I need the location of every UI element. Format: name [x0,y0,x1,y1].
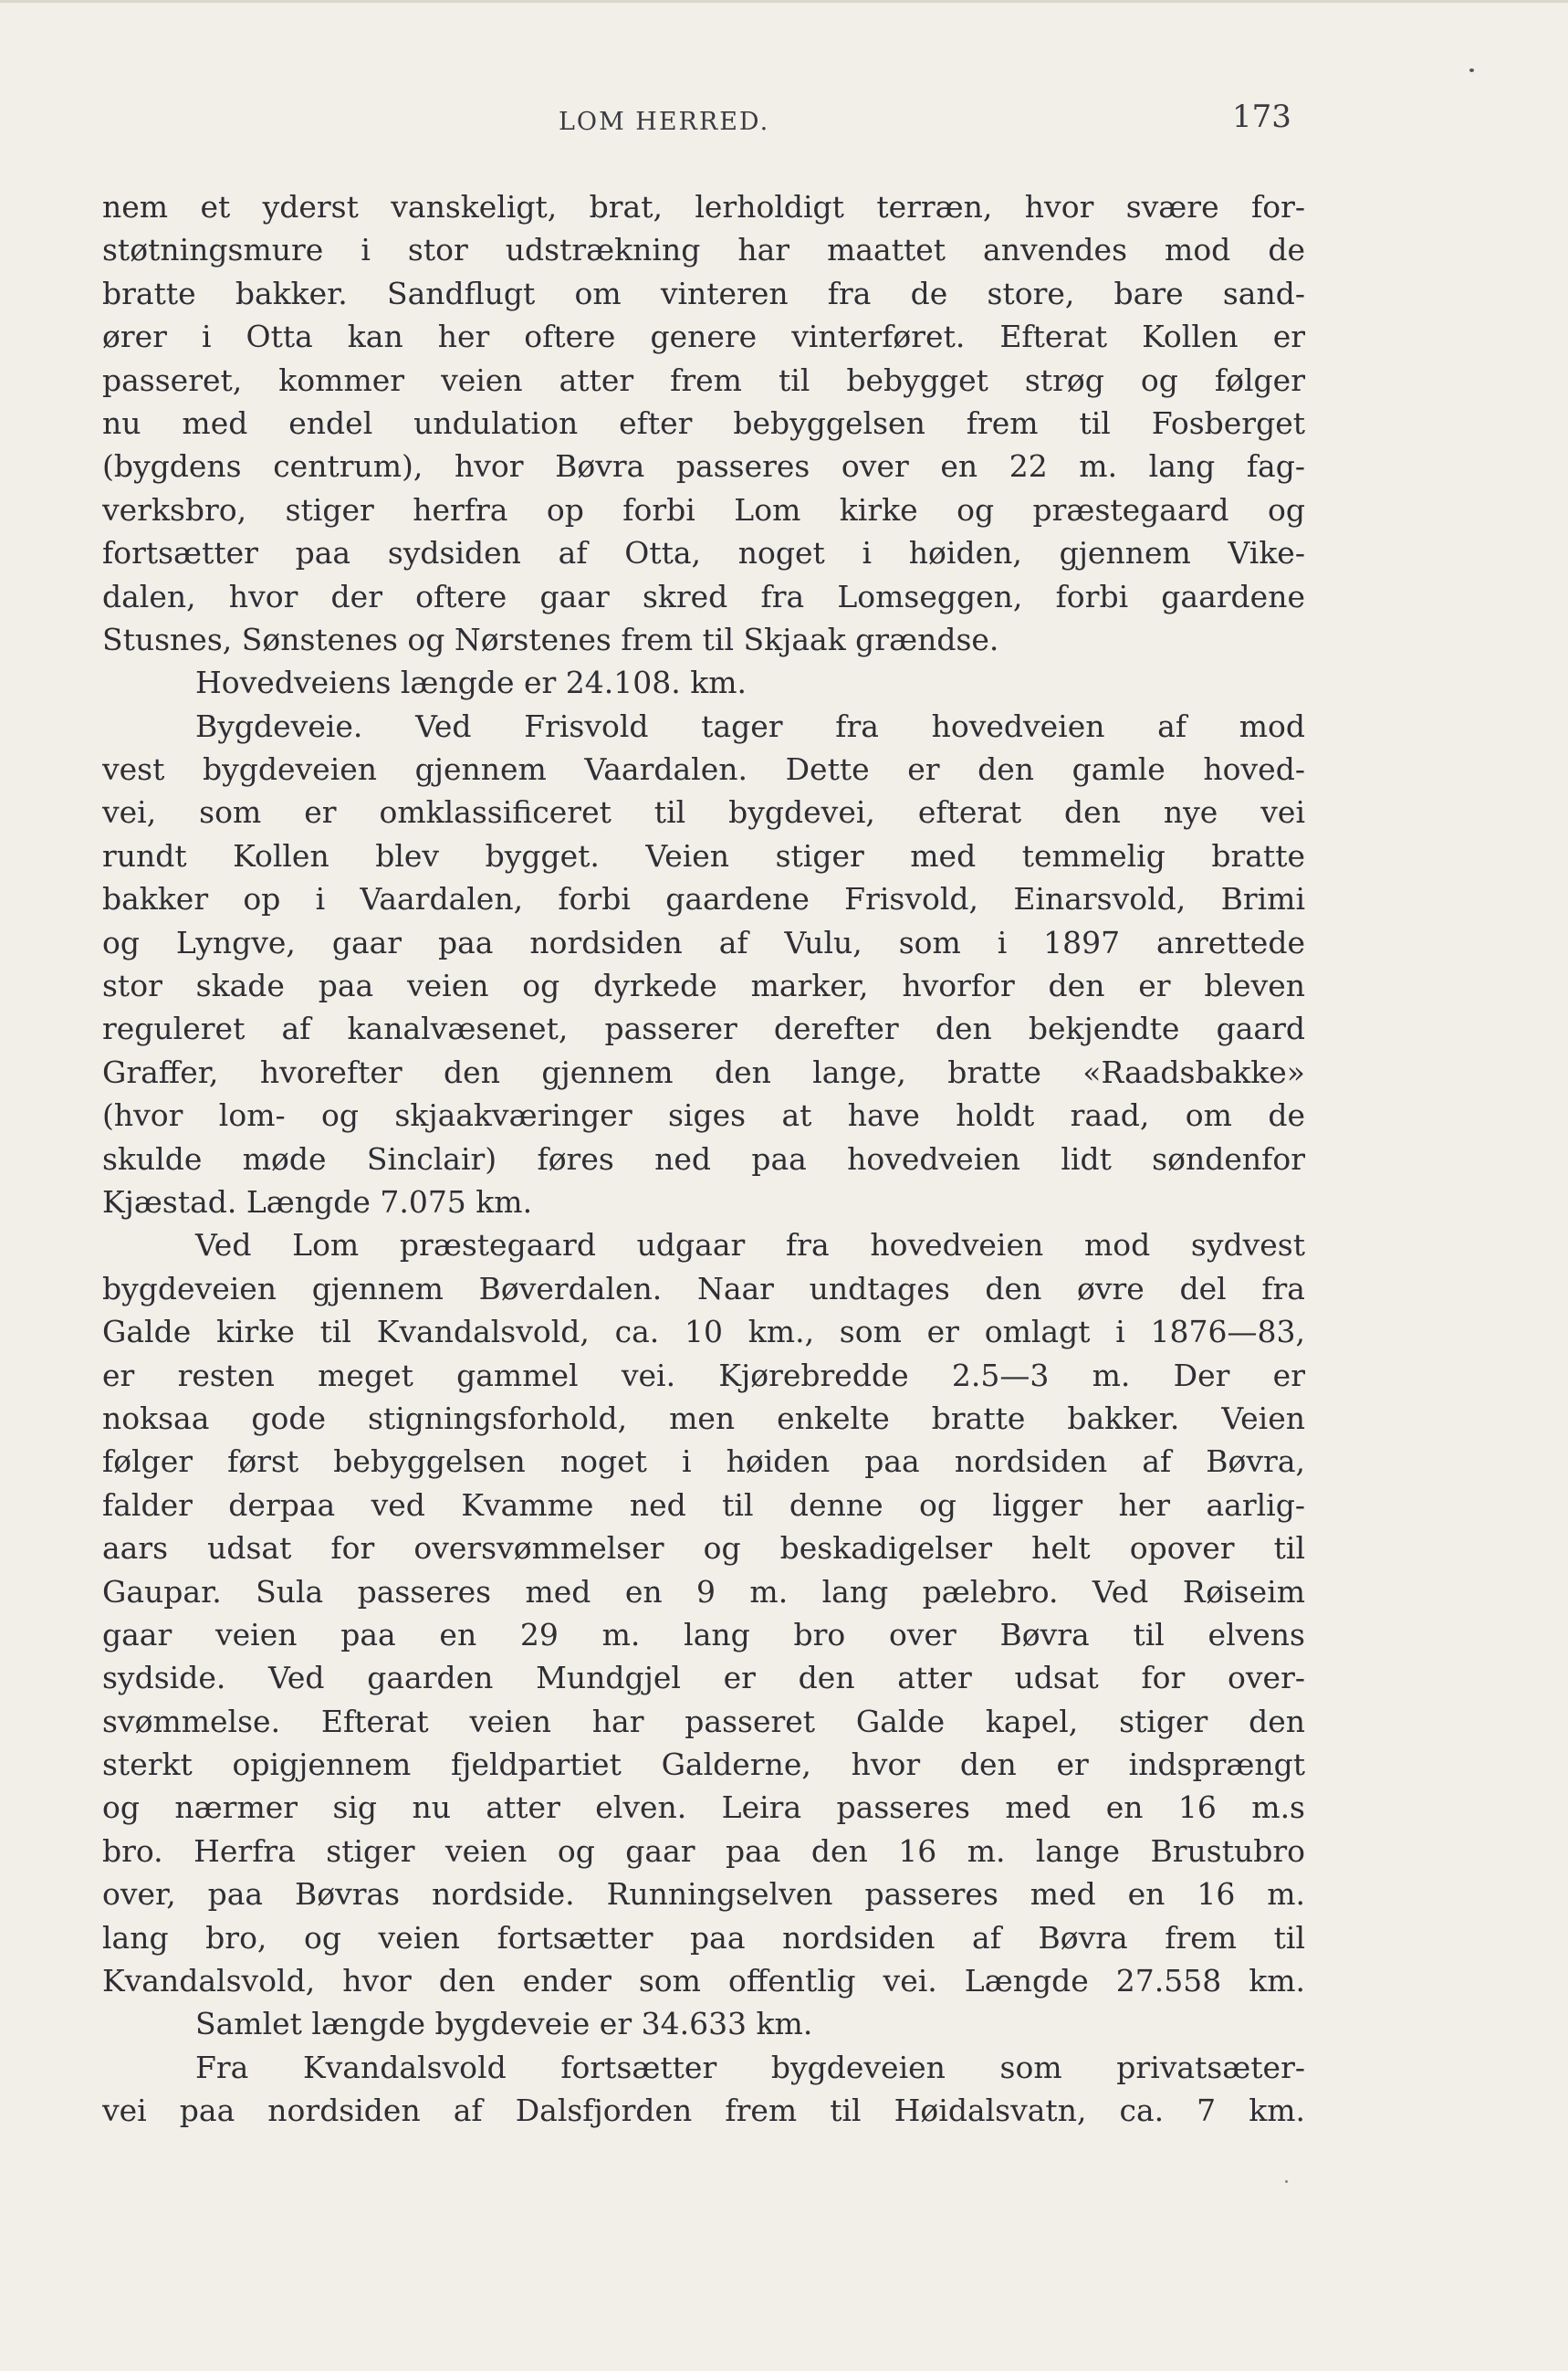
text-line: Hovedveiens længde er 24.108. km. [195,665,747,701]
text-line: bratte bakker. Sandflugt om vinteren fra de store, bare sand- [102,275,1305,311]
text-line: bakker op i Vaardalen, forbi gaardene Frisvold, Einarsvold, Brimi [102,881,1305,918]
text-line: ører i Otta kan her oftere genere vinterføret. Efterat Kollen er [102,319,1305,355]
paper-speck [1469,68,1474,72]
text-line: svømmelse. Efterat veien har passeret Galde kapel, stiger den [102,1703,1305,1739]
text-line: aars udsat for oversvømmelser og beskadigelser helt opover til [102,1530,1305,1567]
text-line: vei paa nordsiden af Dalsfjorden frem til Høidalsvatn, ca. 7 km. [102,2093,1305,2129]
text-line: over, paa Bøvras nordside. Runningselven passeres med en 16 m. [102,1876,1305,1913]
text-line: Gaupar. Sula passeres med en 9 m. lang pælebro. Ved Røiseim [102,1573,1305,1610]
text-line: stor skade paa veien og dyrkede marker, hvorfor den er bleven [102,968,1305,1004]
text-line: sterkt opigjennem fjeldpartiet Galderne, hvor den er indsprængt [102,1747,1305,1783]
text-line: skulde møde Sinclair) føres ned paa hovedveien lidt søndenfor [102,1140,1305,1177]
text-line: følger først bebyggelsen noget i høiden paa nordsiden af Bøvra, [102,1443,1305,1480]
text-line: verksbro, stiger herfra op forbi Lom kirke og præstegaard og [102,491,1305,528]
text-line: lang bro, og veien fortsætter paa nordsiden af Bøvra frem til [102,1919,1305,1956]
text-line: falder derpaa ved Kvamme ned til denne og ligger her aarlig- [102,1486,1305,1523]
text-line: reguleret af kanalvæsenet, passerer derefter den bekjendte gaard [102,1011,1305,1047]
text-line: vest bygdeveien gjennem Vaardalen. Dette er den gamle hoved- [102,751,1305,788]
text-line: og nærmer sig nu atter elven. Leira passeres med en 16 m.s [102,1789,1305,1826]
text-line: noksaa gode stigningsforhold, men enkelte bratte bakker. Veien [102,1400,1305,1436]
page-top-edge [0,0,1568,3]
page-number: 173 [1232,99,1291,135]
text-line: Ved Lom præstegaard udgaar fra hovedveien mod sydvest [195,1227,1305,1264]
text-line: Kjæstad. Længde 7.075 km. [102,1183,533,1220]
text-line: vei, som er omklassificeret til bygdevei, efterat den nye vei [102,794,1305,831]
text-line: bygdeveien gjennem Bøverdalen. Naar undtages den øvre del fra [102,1270,1305,1306]
text-line: Galde kirke til Kvandalsvold, ca. 10 km., som er omlagt i 1876—83, [102,1314,1305,1350]
text-line: (bygdens centrum), hvor Bøvra passeres over en 22 m. lang fag- [102,448,1305,485]
text-line: Kvandalsvold, hvor den ender som offentlig vei. Længde 27.558 km. [102,1963,1305,1999]
text-line: Samlet længde bygdeveie er 34.633 km. [195,2006,813,2042]
text-line: fortsætter paa sydsiden af Otta, noget i høiden, gjennem Vike- [102,535,1305,572]
text-line: Bygdeveie. Ved Frisvold tager fra hovedveien af mod [195,708,1305,744]
text-line: sydside. Ved gaarden Mundgjel er den atter udsat for over- [102,1660,1305,1696]
text-line: dalen, hvor der oftere gaar skred fra Lomseggen, forbi gaardene [102,578,1305,614]
text-line: passeret, kommer veien atter frem til bebygget strøg og følger [102,362,1305,398]
page-header [0,91,1568,146]
text-line: Fra Kvandalsvold fortsætter bygdeveien som privatsæter- [195,2049,1305,2085]
paper-speck [1285,2180,1288,2183]
text-line: nu med endel undulation efter bebyggelsen frem til Fosberget [102,404,1305,441]
text-line: rundt Kollen blev bygget. Veien stiger med temmelig bratte [102,837,1305,874]
text-line: bro. Herfra stiger veien og gaar paa den 16 m. lange Brustubro [102,1832,1305,1869]
text-line: Graffer, hvorefter den gjennem den lange, bratte «Raadsbakke» [102,1054,1305,1090]
text-line: (hvor lom- og skjaakværinger siges at have holdt raad, om de [102,1097,1305,1134]
running-head: LOM HERRED. [559,108,770,136]
text-line: støtningsmure i stor udstrækning har maattet anvendes mod de [102,232,1305,268]
text-line: er resten meget gammel vei. Kjørebredde 2.5—3 m. Der er [102,1357,1305,1393]
text-line: Stusnes, Sønstenes og Nørstenes frem til Skjaak grændse. [102,621,999,657]
text-line: nem et yderst vanskeligt, brat, lerholdigt terræn, hvor svære for- [102,189,1305,225]
body-text [102,185,1305,2133]
text-line: og Lyngve, gaar paa nordsiden af Vulu, som i 1897 anrettede [102,924,1305,960]
text-line: gaar veien paa en 29 m. lang bro over Bøvra til elvens [102,1616,1305,1652]
